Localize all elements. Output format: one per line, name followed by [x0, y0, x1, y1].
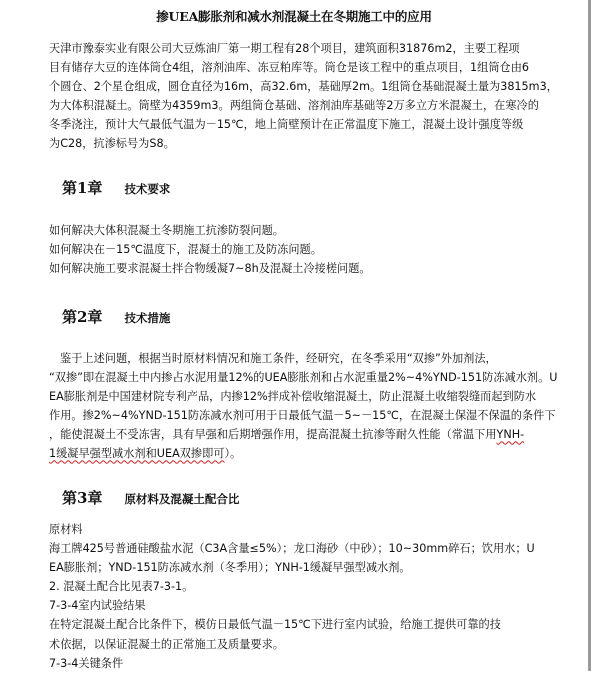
chapter-1-heading [62, 177, 170, 198]
material-line: 海工牌425号普通硅酸盐水泥（C3A含量≤5%）；龙口海砂（中砂）；10~30mm碎石；饮用水；U [49, 542, 535, 556]
measure-line [49, 425, 557, 444]
measure-line: “双掺”即在混凝土中内掺占水泥用量12%的UEA膨胀剂和占水泥重量2%~4%YND-151防冻减水剂。U [49, 371, 558, 385]
material-line: 术依据，以保证混凝土的正常施工及质量要求。 [49, 637, 284, 651]
chapter-title: 原材料及混凝土配合比 [124, 492, 240, 506]
material-line: 7-3-4室内试验结果 [49, 599, 146, 613]
requirement-line: 如何解决施工要求混凝土拌合物缓凝7~8h及混凝土冷接槎问题。 [49, 262, 371, 276]
measure-line-text: ，能使混凝土不受冻害，具有早强和后期增强作用，提高混凝土抗渗等耐久性能（常温下用 [49, 428, 497, 442]
chapter-number: 第1章 [62, 179, 103, 197]
measure-line: 作用。掺2%~4%YND-151防冻减水剂可用于日最低气温－5~－15℃，在混凝土保湿不保温的条件下 [49, 409, 556, 423]
spellcheck-mark: YNH- [496, 428, 525, 442]
chapter-number: 第3章 [62, 489, 103, 507]
chapter-number: 第2章 [62, 308, 103, 326]
measure-line [49, 444, 557, 463]
intro-line: 冬季浇注，预计大气最低气温为－15℃，地上筒壁预计在正常温度下施工，混凝土设计强度等级 [49, 118, 524, 132]
chapter-2-heading [62, 306, 170, 327]
material-line: 7-3-4关键条件 [49, 656, 124, 670]
chapter-title: 技术措施 [124, 311, 171, 325]
intro-line: 目有储存大豆的连体筒仓4组，溶剂油库、冻豆粕库等。筒仓是该工程中的重点项目，1组筒仓由6 [49, 61, 530, 75]
intro-line: 为大体积混凝土。筒壁为4359m3。两组筒仓基础、溶剂油库基础等2万多立方米混凝土，在寒冷的 [49, 99, 539, 113]
chapter-2-body [49, 349, 557, 464]
intro-line: 为C28，抗渗标号为S8。 [49, 137, 175, 151]
chapter-3-body [49, 520, 535, 673]
chapter-1-body [49, 221, 371, 278]
requirement-line: 如何解决大体积混凝土冬期施工抗渗防裂问题。 [49, 224, 284, 237]
material-line: EA膨胀剂；YND-151防冻减水剂（冬季用）；YNH-1缓凝早强型减水剂。 [49, 561, 411, 575]
material-line: 原材料 [49, 523, 83, 536]
chapter-title: 技术要求 [124, 182, 171, 196]
document-title: 掺UEA膨胀剂和减水剂混凝土在冬期施工中的应用 [156, 9, 432, 24]
intro-line: 个圆仓、2个星仓组成，圆仓直径为16m，高32.6m，基础厚2m。1组筒仓基础混凝土量为3815m3， [49, 80, 558, 94]
measure-line-text: ）。 [224, 447, 242, 461]
intro-line: 天津市豫泰实业有限公司大豆炼油厂第一期工程有28个项目，建筑面积31876m2，主要工程项 [49, 42, 520, 55]
requirement-line: 如何解决在－15℃温度下，混凝土的施工及防冻问题。 [49, 243, 322, 257]
material-line: 2. 混凝土配合比见表7-3-1。 [49, 580, 194, 594]
material-line: 在特定混凝土配合比条件下，模仿日最低气温－15℃下进行室内试验，给施工提供可靠的技 [49, 618, 501, 632]
spellcheck-mark: 1缓凝早强型减水剂和UEA双掺即可 [49, 447, 225, 461]
measure-line: EA膨胀剂是中国建材院专利产品，内掺12%拌成补偿收缩混凝土，防止混凝土收缩裂缝而起到防水 [49, 390, 537, 404]
intro-paragraph [49, 39, 558, 154]
measure-line: 鉴于上述问题，根据当时原材料情况和施工条件，经研究，在冬季采用“双掺”外加剂法， [60, 352, 497, 365]
chapter-3-heading [62, 487, 239, 508]
